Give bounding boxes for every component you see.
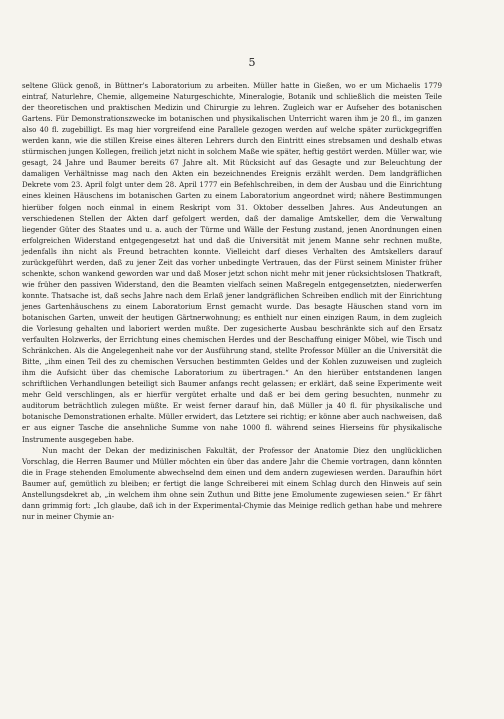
paragraph: Nun macht der Dekan der medizinischen Fakultät, der Professor der Anatomie Diez den unglücklichen Vorschlag, die Herren Baumer und Müller möchten ein über das andere Jahr die Chemie vortragen, dann könnten die in Frage stehenden Emolumente abwechselnd dem einen und dem andern zugewiesen werden. Daraufhin hört Baumer auf, gemütlich zu bleiben; er fertigt die lange Schreiberei mit einem Schlag durch den Hinweis auf sein Anstellungsdekret ab, „in welchem ihm ohne sein Zuthun und Bitte jene Emolumente zugewiesen seien.“ Er fährt dann grimmig fort: „Ich glaube, daß ich in der Experimental-Chymie das Meinige redlich gethan habe und mehrere nur in meiner Chymie an- [22, 445, 442, 521]
page-number: 5 [248, 56, 256, 69]
body-text [22, 80, 442, 522]
paragraph: seltene Glück genoß, in Büttner's Laboratorium zu arbeiten. Müller hatte in Gießen, wo er um Michaelis 1779 eintraf, Naturlehre, Chemie, allgemeine Naturgeschichte, Mineralogie, Botanik und schließlich die meisten Teile der theoretischen und praktischen Medizin und Chirurgie zu lehren. Zugleich war er Aufseher des botanischen Gartens. Für Demonstrationszwecke im botanischen und physikalischen Unterricht waren ihm je 20 fl., im ganzen also 40 fl. zugebilligt. Es mag hier vorgreifend eine Parallele gezogen werden auf welche später zurückgegriffen werden kann, wie die stillen Kreise eines älteren Lehrers durch den Eintritt eines strebsamen und deshalb etwas stürmischen jungen Kollegen, freilich jetzt nicht in solchem Maße wie später, heftig gestört werden. Müller war, wie gesagt, 24 Jahre und Baumer bereits 67 Jahre alt. Mit Rücksicht auf das Gesagte und zur Beleuchtung der damaligen Verhältnisse mag nach den Akten ein bezeichnendes Ereignis erzählt werden. Dem landgräflichen Dekrete vom 23. April folgt unter dem 28. April 1777 ein Befehlschreiben, in dem der Ausbau und die Einrichtung eines kleinen Häuschens im botanischen Garten zu einem Laboratorium angeordnet wird; nähere Bestimmungen hierüber folgen noch einmal in einem Reskript vom 31. Oktober desselben Jahres. Aus Andeutungen an verschiedenen Stellen der Akten darf gefolgert werden, daß der damalige Amtskeller, dem die Verwaltung liegender Güter des Staates und u. a. auch der Türme und Wälle der Festung zustand, jenen Anordnungen einen erfolgreichen Widerstand entgegengesetzt hat und daß die Universität mit jenem Manne sehr rechnen mußte, jedenfalls ihn nicht als Freund betrachten konnte. Vielleicht darf dieses Verhalten des Amtskellers darauf zurückgeführt werden, daß zu jener Zeit das vorher unbedingte Vertrauen, das der Fürst seinem Minister früher schenkte, schon wankend geworden war und daß Moser jetzt schon nicht mehr mit jener rücksichtslosen Thatkraft, wie früher den passiven Widerstand, den die Beamten vielfach seinen Maßregeln entgegensetzten, niederwerfen konnte. Thatsache ist, daß sechs Jahre nach dem Erlaß jener landgräflichen Schreiben endlich mit der Einrichtung jenes Gartenhäuschens zu einem Laboratorium Ernst gemacht wurde. Das besagte Häuschen stand vorn im botanischen Garten, unweit der heutigen Gärtnerwohnung; es enthielt nur einen einzigen Raum, in dem zugleich die Vorlesung gehalten und laboriert werden mußte. Der zugesicherte Ausbau beschränkte sich auf den Ersatz verfaulten Holzwerks, der Errichtung eines chemischen Herdes und der Beschaffung einiger Möbel, wie Tisch und Schränkchen. Als die Angelegenheit nahe vor der Ausführung stand, stellte Professor Müller an die Universität die Bitte, „ihm einen Teil des zu chemischen Versuchen bestimmten Geldes und der Kohlen zuzuweisen und zugleich ihm die Aufsicht über das chemische Laboratorium zu übertragen.“ An den hierüber entstandenen langen schriftlichen Verhandlungen beteiligt sich Baumer anfangs recht gelassen; er erklärt, daß seine Experimente weit mehr Geld verschlingen, als er hierfür vergütet erhalte und daß er bei dem gering besuchten, nunmehr zu auditorum beträchtlich zulegen müßte. Er weist ferner darauf hin, daß Müller ja 40 fl. für physikalische und botanische Demonstrationen erhalte. Müller erwidert, das Letztere sei richtig; er könne aber auch nachweisen, daß er aus eigner Tasche die ansehnliche Summe von nahe 1000 fl. während seines Hierseins für physikalische Instrumente ausgegeben habe. [22, 81, 442, 444]
